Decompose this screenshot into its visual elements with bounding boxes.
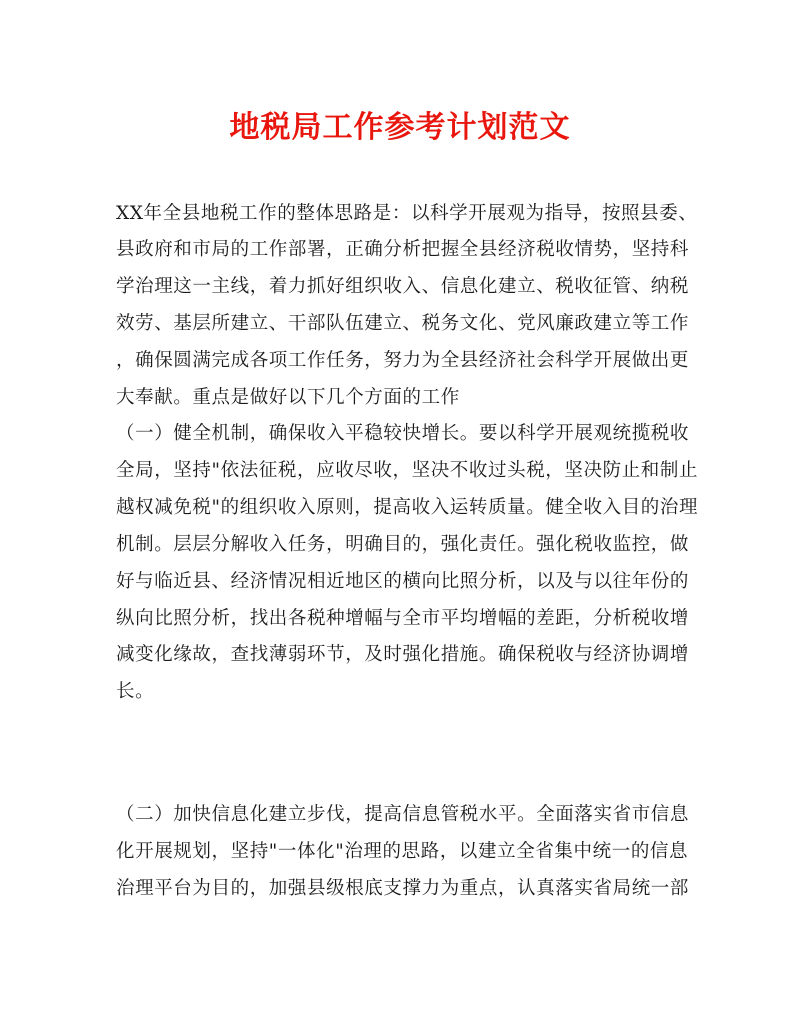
body-line: 全局，坚持"依法征税，应收尽收，坚决不收过头税，坚决防止和制止 <box>116 460 699 481</box>
body-line: 好与临近县、经济情况相近地区的横向比照分析，以及与以往年份的 <box>116 571 690 592</box>
body-line: 大奉献。重点是做好以下几个方面的工作 <box>116 387 460 408</box>
body-line: 纵向比照分析，找出各税种增幅与全市平均增幅的差距，分析税收增 <box>116 608 690 629</box>
body-line: 效劳、基层所建立、干部队伍建立、税务文化、党风廉政建立等工作 <box>116 313 690 334</box>
body-line: 长。 <box>116 681 155 702</box>
body-line: 减变化缘故，查找薄弱环节，及时强化措施。确保税收与经济协调增 <box>116 644 690 665</box>
body-line: 治理平台为目的，加强县级根底支撑力为重点，认真落实省局统一部 <box>116 878 690 899</box>
body-line: 机制。层层分解收入任务，明确目的，强化责任。强化税收监控，做 <box>116 534 690 555</box>
body-line: 县政府和市局的工作部署，正确分析把握全县经济税收情势，坚持科 <box>116 239 690 260</box>
body-line: ，确保圆满完成各项工作任务，努力为全县经济社会科学开展做出更 <box>116 350 690 371</box>
body-line: XX年全县地税工作的整体思路是：以科学开展观为指导，按照县委、 <box>116 203 698 224</box>
body-line: （一）健全机制，确保收入平稳较快增长。要以科学开展观统揽税收 <box>116 423 690 444</box>
body-line: 越权减免税"的组织收入原则，提高收入运转质量。健全收入目的治理 <box>116 497 699 518</box>
body-line: 学治理这一主线，着力抓好组织收入、信息化建立、税收征管、纳税 <box>116 276 690 297</box>
body-line: （二）加快信息化建立步伐，提高信息管税水平。全面落实省市信息 <box>116 804 690 825</box>
body-line: 化开展规划，坚持"一体化"治理的思路，以建立全省集中统一的信息 <box>116 841 689 862</box>
document-title: 地税局工作参考计划范文 <box>229 110 571 145</box>
